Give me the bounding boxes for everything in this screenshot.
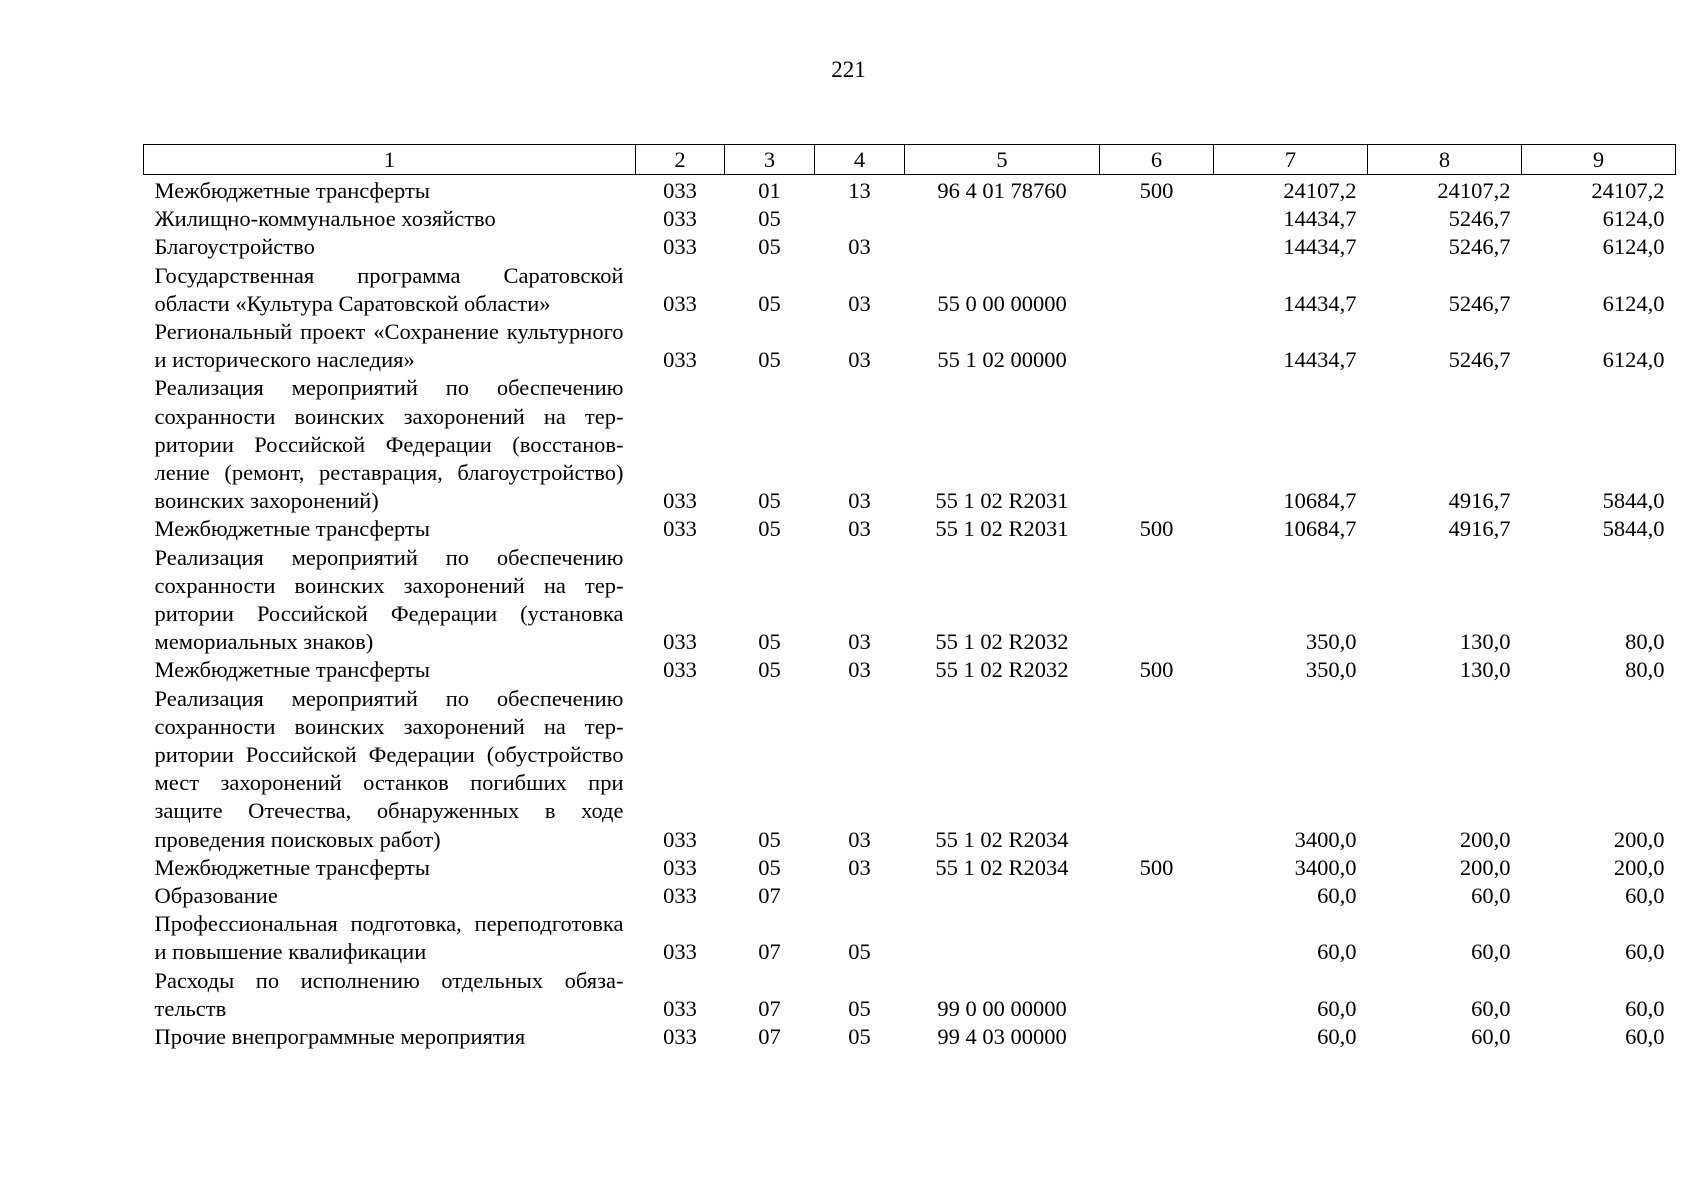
cell-ministry-code: 033 [663,995,697,1021]
cell-target-article [905,233,1100,261]
table-row [144,656,1676,684]
cell-ministry-code: 033 [663,347,697,373]
cell-ministry-code: 033 [663,488,697,514]
cell-subsection-code: 13 [848,178,871,203]
table-row [144,910,1676,966]
cell-subsection-code: 05 [848,1024,871,1050]
cell-amount-col7: 3400,0 [1294,854,1357,880]
row-name: Благоустройство [154,234,315,260]
cell-ministry-code: 033 [663,939,697,965]
cell-amount-col9: 6124,0 [1602,234,1665,260]
row-name: Государственная программа Саратовской области «Культура Саратовской области» [154,262,624,316]
cell-target-article: 55 1 02 R2032 [935,657,1069,683]
cell-amount-col8: 60,0 [1471,883,1511,909]
cell-ministry-code: 033 [663,1024,697,1050]
cell-subsection-code: 03 [848,234,871,260]
row-name: Межбюджетные трансферты [154,178,430,203]
cell-amount-col8: 5246,7 [1448,206,1511,232]
row-name: Реализация мероприятий по обеспечению сохранности воинских захоронений на территории Российской Федерации (восстановление (ремонт, реставрация, благоустройство) воинских захоронений) [154,375,624,514]
cell-expense-type: 500 [1139,854,1174,880]
row-name: Межбюджетные трансферты [154,854,430,880]
cell-subsection-code: 03 [848,854,871,880]
column-header-7: 7 [1214,145,1368,175]
cell-ministry-code: 033 [663,234,697,260]
cell-expense-type [1100,967,1214,1023]
cell-amount-col7: 14434,7 [1283,234,1357,260]
cell-amount-col8: 200,0 [1459,854,1511,880]
cell-amount-col7: 14434,7 [1283,347,1357,373]
column-header-3: 3 [725,145,815,175]
cell-amount-col7: 60,0 [1317,939,1357,965]
cell-expense-type [1100,910,1214,966]
column-header-1: 1 [144,145,636,175]
cell-subsection-code: 03 [848,516,871,542]
cell-section-code: 05 [758,290,781,316]
cell-amount-col9: 60,0 [1625,995,1665,1021]
cell-amount-col8: 130,0 [1459,657,1511,683]
cell-amount-col7: 60,0 [1317,1024,1357,1050]
column-header-4: 4 [815,145,905,175]
cell-amount-col9: 5844,0 [1602,488,1665,514]
cell-target-article: 55 1 02 00000 [937,347,1067,373]
table-row [144,374,1676,515]
cell-section-code: 07 [758,995,781,1021]
cell-amount-col8: 60,0 [1471,995,1511,1021]
cell-subsection-code: 03 [848,657,871,683]
cell-amount-col7: 14434,7 [1283,206,1357,232]
cell-amount-col9: 60,0 [1625,1024,1665,1050]
cell-expense-type [1100,318,1214,374]
row-name: Прочие внепрограммные мероприятия [154,1024,526,1050]
cell-amount-col9: 24107,2 [1591,178,1665,203]
cell-amount-col7: 60,0 [1317,995,1357,1021]
cell-amount-col8: 4916,7 [1448,516,1511,542]
cell-subsection-code: 05 [848,939,871,965]
cell-amount-col7: 10684,7 [1283,516,1357,542]
cell-amount-col7: 14434,7 [1283,290,1357,316]
cell-ministry-code: 033 [663,516,697,542]
cell-expense-type [1100,262,1214,318]
table-row [144,685,1676,854]
cell-amount-col9: 80,0 [1625,657,1665,683]
header-row [144,145,1676,175]
column-header-5: 5 [905,145,1100,175]
row-name: Жилищно-коммунальное хозяйство [154,206,496,232]
cell-amount-col9: 80,0 [1625,629,1665,655]
cell-section-code: 05 [758,347,781,373]
row-name: Профессиональная подготовка, переподготовка и повышение квалификации [154,911,624,965]
cell-subsection-code: 03 [848,826,871,852]
table-row [144,544,1676,657]
row-name: Межбюджетные трансферты [154,516,430,542]
cell-expense-type [1100,1023,1214,1051]
cell-target-article: 55 0 00 00000 [937,290,1067,316]
table-row [144,318,1676,374]
cell-target-article: 96 4 01 78760 [937,178,1067,203]
cell-expense-type [1100,233,1214,261]
cell-section-code: 05 [758,657,781,683]
cell-section-code: 05 [758,516,781,542]
cell-target-article [905,205,1100,233]
column-header-8: 8 [1368,145,1522,175]
table-row [144,233,1676,261]
row-name: Межбюджетные трансферты [154,657,430,683]
cell-target-article [905,882,1100,910]
cell-section-code: 05 [758,854,781,880]
table-row [144,1023,1676,1051]
cell-expense-type [1100,205,1214,233]
cell-subsection-code: 05 [848,995,871,1021]
table-row [144,854,1676,882]
cell-amount-col8: 24107,2 [1437,178,1511,203]
cell-amount-col7: 350,0 [1305,629,1357,655]
cell-target-article: 99 4 03 00000 [937,1024,1067,1050]
cell-amount-col9: 6124,0 [1602,347,1665,373]
cell-ministry-code: 033 [663,657,697,683]
cell-ministry-code: 033 [663,629,697,655]
cell-target-article [905,910,1100,966]
cell-amount-col8: 4916,7 [1448,488,1511,514]
row-name: Расходы по исполнению отдельных обязательств [154,967,624,1021]
cell-expense-type [1100,544,1214,657]
column-header-2: 2 [636,145,725,175]
cell-subsection-code: 03 [848,488,871,514]
cell-ministry-code: 033 [663,826,697,852]
cell-ministry-code: 033 [663,178,697,203]
cell-amount-col7: 350,0 [1305,657,1357,683]
cell-amount-col9: 6124,0 [1602,290,1665,316]
column-header-6: 6 [1100,145,1214,175]
cell-amount-col7: 24107,2 [1283,178,1357,203]
cell-amount-col8: 5246,7 [1448,234,1511,260]
cell-expense-type: 500 [1139,657,1174,683]
cell-target-article: 55 1 02 R2034 [935,826,1069,852]
cell-amount-col9: 200,0 [1613,854,1665,880]
cell-ministry-code: 033 [663,854,697,880]
cell-subsection-code: 03 [848,347,871,373]
row-name: Реализация мероприятий по обеспечению сохранности воинских захоронений на территории Российской Федерации (обустройство мест захоронений останков погибших при защите Отечества, обнаруженных в ходе проведения поисковых работ) [154,685,624,852]
cell-section-code: 05 [758,234,781,260]
table-row [144,262,1676,318]
cell-ministry-code: 033 [663,206,697,232]
cell-expense-type [1100,882,1214,910]
cell-target-article: 55 1 02 R2031 [935,488,1069,514]
cell-amount-col7: 60,0 [1317,883,1357,909]
row-name: Образование [154,883,278,909]
cell-amount-col9: 200,0 [1613,826,1665,852]
cell-subsection-code: 03 [848,629,871,655]
cell-section-code: 01 [758,178,781,203]
cell-subsection-code [815,882,905,910]
cell-amount-col7: 3400,0 [1294,826,1357,852]
cell-target-article: 55 1 02 R2031 [935,516,1069,542]
page-number: 221 [831,57,866,82]
cell-ministry-code: 033 [663,883,697,909]
cell-expense-type [1100,685,1214,854]
table-row [144,175,1676,206]
cell-section-code: 07 [758,939,781,965]
table-row [144,205,1676,233]
cell-section-code: 05 [758,488,781,514]
table-row [144,967,1676,1023]
cell-subsection-code [815,205,905,233]
table-row [144,515,1676,543]
row-name: Реализация мероприятий по обеспечению сохранности воинских захоронений на территории Российской Федерации (установка мемориальных знаков) [154,544,624,655]
cell-amount-col9: 60,0 [1625,883,1665,909]
cell-ministry-code: 033 [663,290,697,316]
cell-amount-col7: 10684,7 [1283,488,1357,514]
cell-amount-col8: 130,0 [1459,629,1511,655]
cell-expense-type: 500 [1139,178,1174,203]
cell-amount-col8: 60,0 [1471,1024,1511,1050]
cell-section-code: 05 [758,629,781,655]
cell-amount-col9: 5844,0 [1602,516,1665,542]
table-row [144,882,1676,910]
cell-subsection-code: 03 [848,290,871,316]
cell-amount-col9: 60,0 [1625,939,1665,965]
table-body [144,175,1676,1052]
cell-amount-col8: 5246,7 [1448,290,1511,316]
budget-table [143,144,1676,1051]
cell-section-code: 07 [758,883,781,909]
cell-target-article: 55 1 02 R2032 [935,629,1069,655]
row-name: Региональный проект «Сохранение культурного и исторического наследия» [154,319,624,373]
cell-target-article: 55 1 02 R2034 [935,854,1069,880]
cell-section-code: 05 [758,206,781,232]
cell-amount-col8: 200,0 [1459,826,1511,852]
cell-expense-type [1100,374,1214,515]
cell-amount-col8: 60,0 [1471,939,1511,965]
cell-amount-col9: 6124,0 [1602,206,1665,232]
cell-amount-col8: 5246,7 [1448,347,1511,373]
cell-section-code: 05 [758,826,781,852]
cell-target-article: 99 0 00 00000 [937,995,1067,1021]
cell-expense-type: 500 [1139,516,1174,542]
column-header-9: 9 [1522,145,1676,175]
cell-section-code: 07 [758,1024,781,1050]
